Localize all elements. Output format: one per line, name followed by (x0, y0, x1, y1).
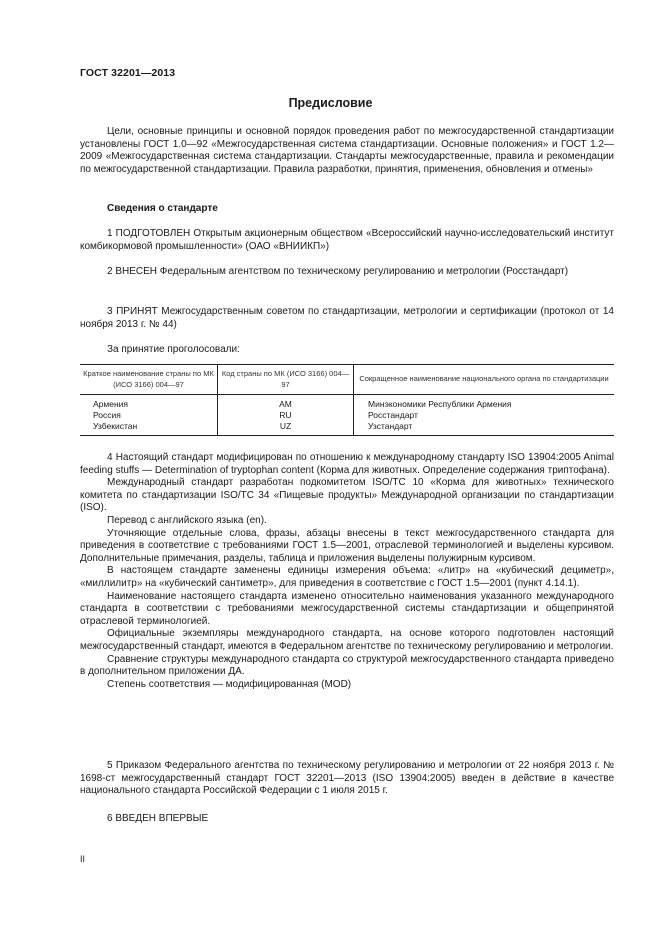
vote-intro-text: За принятие проголосовали: (107, 344, 240, 355)
column-header-body: Сокращенное наименование национального органа по стандартизации (354, 365, 615, 395)
vote-intro (80, 344, 614, 357)
intro-text: Цели, основные принципы и основной порядок проведения работ по межгосударственной стандартизации установлены ГОСТ 1.0—92 «Межгосударственная система стандартизации. Основные положения» и ГОСТ 1.2—2009 «Межгосударственная система стандартизации. Стандарты межгосударственные, правила и рекомендации по межгосударственной стандартизации. Правила разработки, принятия, применения, обновления и отмены» (80, 126, 614, 175)
item-4-para-3: Перевод с английского языка (en). (107, 514, 267, 526)
item-1-text: 1 ПОДГОТОВЛЕН Открытым акционерным обществом «Всероссийский научно-исследовательский институт комбикормовой промышленности» (ОАО «ВНИИКП») (80, 228, 614, 252)
item-4-para-2: Международный стандарт разработан подкомитетом ISO/TC 10 «Корма для животных» технического комитета по стандартизации ISO/TC 34 «Пищевые продукты» Международной организации по стандартизации (ISO). (80, 477, 614, 514)
item-4-para-8: Сравнение структуры международного стандарта со структурой межгосударственного стандарта приведено в дополнительном приложении ДА. (80, 653, 614, 678)
section-heading: Сведения о стандарте (107, 203, 218, 214)
voting-table (80, 364, 614, 436)
intro-paragraph (80, 126, 614, 176)
item-6 (80, 813, 614, 826)
item-5 (80, 760, 614, 798)
column-header-code: Код страны по МК (ИСО 3166) 004—97 (218, 365, 354, 395)
country-codes: AM RU UZ (218, 395, 354, 436)
item-4-para-1: 4 Настоящий стандарт модифицирован по отношению к международному стандарту ISO 13904:2005 Animal feeding stuffs — Determination of tryptophan content (Корма для животных. Определение содержания триптофана). (80, 452, 614, 476)
item-2 (80, 266, 614, 279)
standard-bodies: Минэкономики Республики Армения Росстандарт Узстандарт (354, 395, 615, 436)
table-row (80, 395, 614, 436)
item-6-text: 6 ВВЕДЕН ВПЕРВЫЕ (107, 813, 209, 824)
item-4-para-9: Степень соответствия — модифицированная (MOD) (107, 678, 352, 690)
item-4-para-6: Наименование настоящего стандарта изменено относительно наименования указанного международного стандарта в соответствии с требованиями межгосударственной системы стандартизации и общепринятой отраслевой терминологией. (80, 590, 614, 627)
item-4-para-5: В настоящем стандарте заменены единицы измерения объема: «литр» на «кубический дециметр», «миллилитр» на «кубический сантиметр», для приведения в соответствие с ГОСТ 1.5—2001 (пункт 4.14.1). (80, 565, 614, 589)
item-4-para-7: Официальные экземпляры международного стандарта, на основе которого подготовлен настоящий межгосударственный стандарт, имеются в Федеральном агентстве по техническому регулированию и метрологии. (80, 628, 614, 652)
item-4 (80, 452, 614, 691)
page-number: II (80, 854, 86, 864)
item-3 (80, 306, 614, 331)
page-title: Предисловие (288, 96, 373, 110)
item-4-para-4: Уточняющие отдельные слова, фразы, абзацы внесены в текст межгосударственного стандарта для приведения в соответствие с требованиями ГОСТ 1.5—2001, отраслевой терминологией и выделены курсивом. Дополнительные примечания, разделы, таблица и приложения выделены полужирным курсивом. (80, 527, 614, 564)
section-heading-block (80, 203, 614, 216)
item-3-text: 3 ПРИНЯТ Межгосударственным советом по стандартизации, метрологии и сертификации (протокол от 14 ноября 2013 г. № 44) (80, 306, 614, 330)
column-header-country: Краткое наименование страны по МК (ИСО 3166) 004—97 (80, 365, 218, 395)
item-5-text: 5 Приказом Федерального агентства по техническому регулированию и метрологии от 22 ноября 2013 г. № 1698-ст межгосударственный стандарт ГОСТ 32201—2013 (ISO 13904:2005) введен в действие в качестве национального стандарта Российской Федерации с 1 июля 2015 г. (80, 760, 614, 797)
country-names: Армения Россия Узбекистан (80, 395, 218, 436)
item-2-text: 2 ВНЕСЕН Федеральным агентством по техническому регулированию и метрологии (Росстандарт) (107, 266, 569, 277)
document-code-header: ГОСТ 32201—2013 (80, 67, 176, 79)
table-header-row (80, 365, 614, 395)
item-1 (80, 228, 614, 253)
